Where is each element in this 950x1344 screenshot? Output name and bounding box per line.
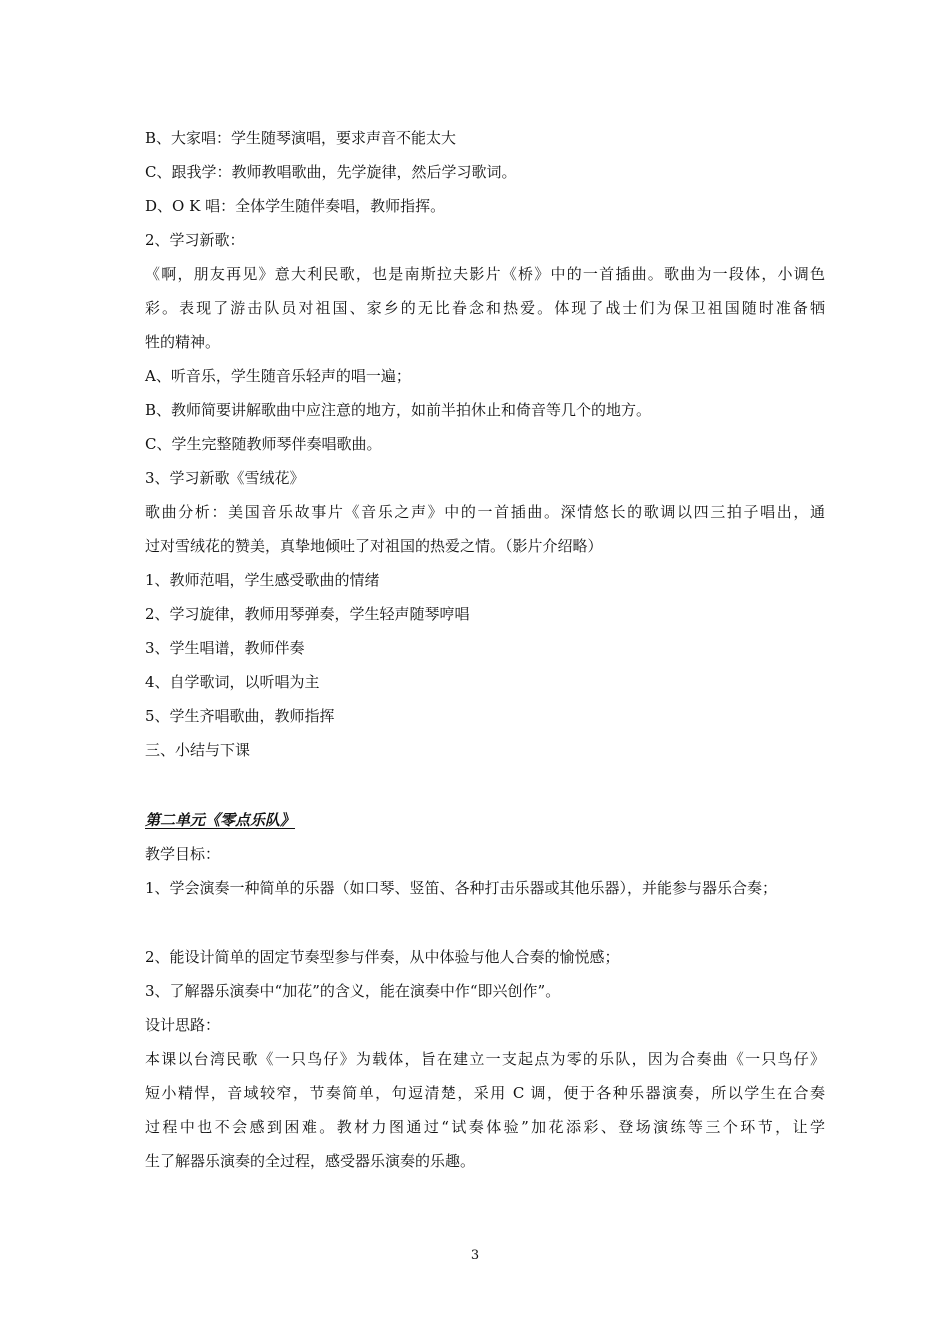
text-line: D、O K 唱：全体学生随伴奏唱，教师指挥。	[145, 197, 446, 215]
text-line: 1、学会演奏一种简单的乐器（如口琴、竖笛、各种打击乐器或其他乐器），并能参与器乐合奏；	[145, 879, 778, 897]
text-line: 2、学习旋律，教师用琴弹奏，学生轻声随琴哼唱	[145, 605, 470, 623]
text-line: C、学生完整随教师琴伴奏唱歌曲。	[145, 435, 382, 453]
text-line: 教学目标：	[145, 845, 221, 863]
text-line: 3、学习新歌《雪绒花》	[145, 469, 305, 487]
text-line: B、教师简要讲解歌曲中应注意的地方，如前半拍休止和倚音等几个的地方。	[145, 401, 652, 419]
paragraph-line: 生了解器乐演奏的全过程，感受器乐演奏的乐趣。	[145, 1152, 476, 1170]
paragraph-line: 牲的精神。	[145, 333, 221, 351]
text-line: 2、能设计简单的固定节奏型参与伴奏，从中体验与他人合奏的愉悦感；	[145, 948, 620, 966]
text-line: 三、小结与下课	[145, 741, 251, 759]
text-line: C、跟我学：教师教唱歌曲，先学旋律，然后学习歌词。	[145, 163, 517, 181]
text-line: 5、学生齐唱歌曲，教师指挥	[145, 707, 335, 725]
paragraph-line: 歌曲分析：美国音乐故事片《音乐之声》中的一首插曲。深情悠长的歌调以四三拍子唱出，通	[145, 503, 825, 521]
text-line: 3、了解器乐演奏中“加花”的含义，能在演奏中作“即兴创作”。	[145, 982, 561, 1000]
section-heading: 第二单元《零点乐队》	[145, 811, 296, 829]
text-line: 2、学习新歌：	[145, 231, 245, 249]
text-line: A、听音乐，学生随音乐轻声的唱一遍；	[145, 367, 411, 385]
text-line: 设计思路：	[145, 1016, 221, 1034]
paragraph-line: 《啊，朋友再见》意大利民歌，也是南斯拉夫影片《桥》中的一首插曲。歌曲为一段体，小调色	[145, 265, 825, 283]
paragraph-line: 过对雪绒花的赞美，真挚地倾吐了对祖国的热爱之情。（影片介绍略）	[145, 537, 603, 555]
text-line: 1、教师范唱，学生感受歌曲的情绪	[145, 571, 380, 589]
section-heading-row	[145, 810, 825, 830]
paragraph-line: 彩。表现了游击队员对祖国、家乡的无比眷念和热爱。体现了战士们为保卫祖国随时准备牺	[145, 299, 825, 317]
paragraph-line: 本课以台湾民歌《一只鸟仔》为载体，旨在建立一支起点为零的乐队，因为合奏曲《一只鸟仔》	[145, 1050, 825, 1068]
paragraph-line: 过程中也不会感到困难。教材力图通过“试奏体验”加花添彩、登场演练等三个环节，让学	[145, 1118, 825, 1136]
paragraph-line: 短小精悍，音域较窄，节奏简单，句逗清楚，采用 C 调，便于各种乐器演奏，所以学生在合奏	[145, 1084, 825, 1102]
text-line: B、大家唱：学生随琴演唱，要求声音不能太大	[145, 129, 457, 147]
page-number: 3	[470, 1248, 480, 1263]
text-line: 3、学生唱谱，教师伴奏	[145, 639, 305, 657]
text-line: 4、自学歌词，以听唱为主	[145, 673, 320, 691]
